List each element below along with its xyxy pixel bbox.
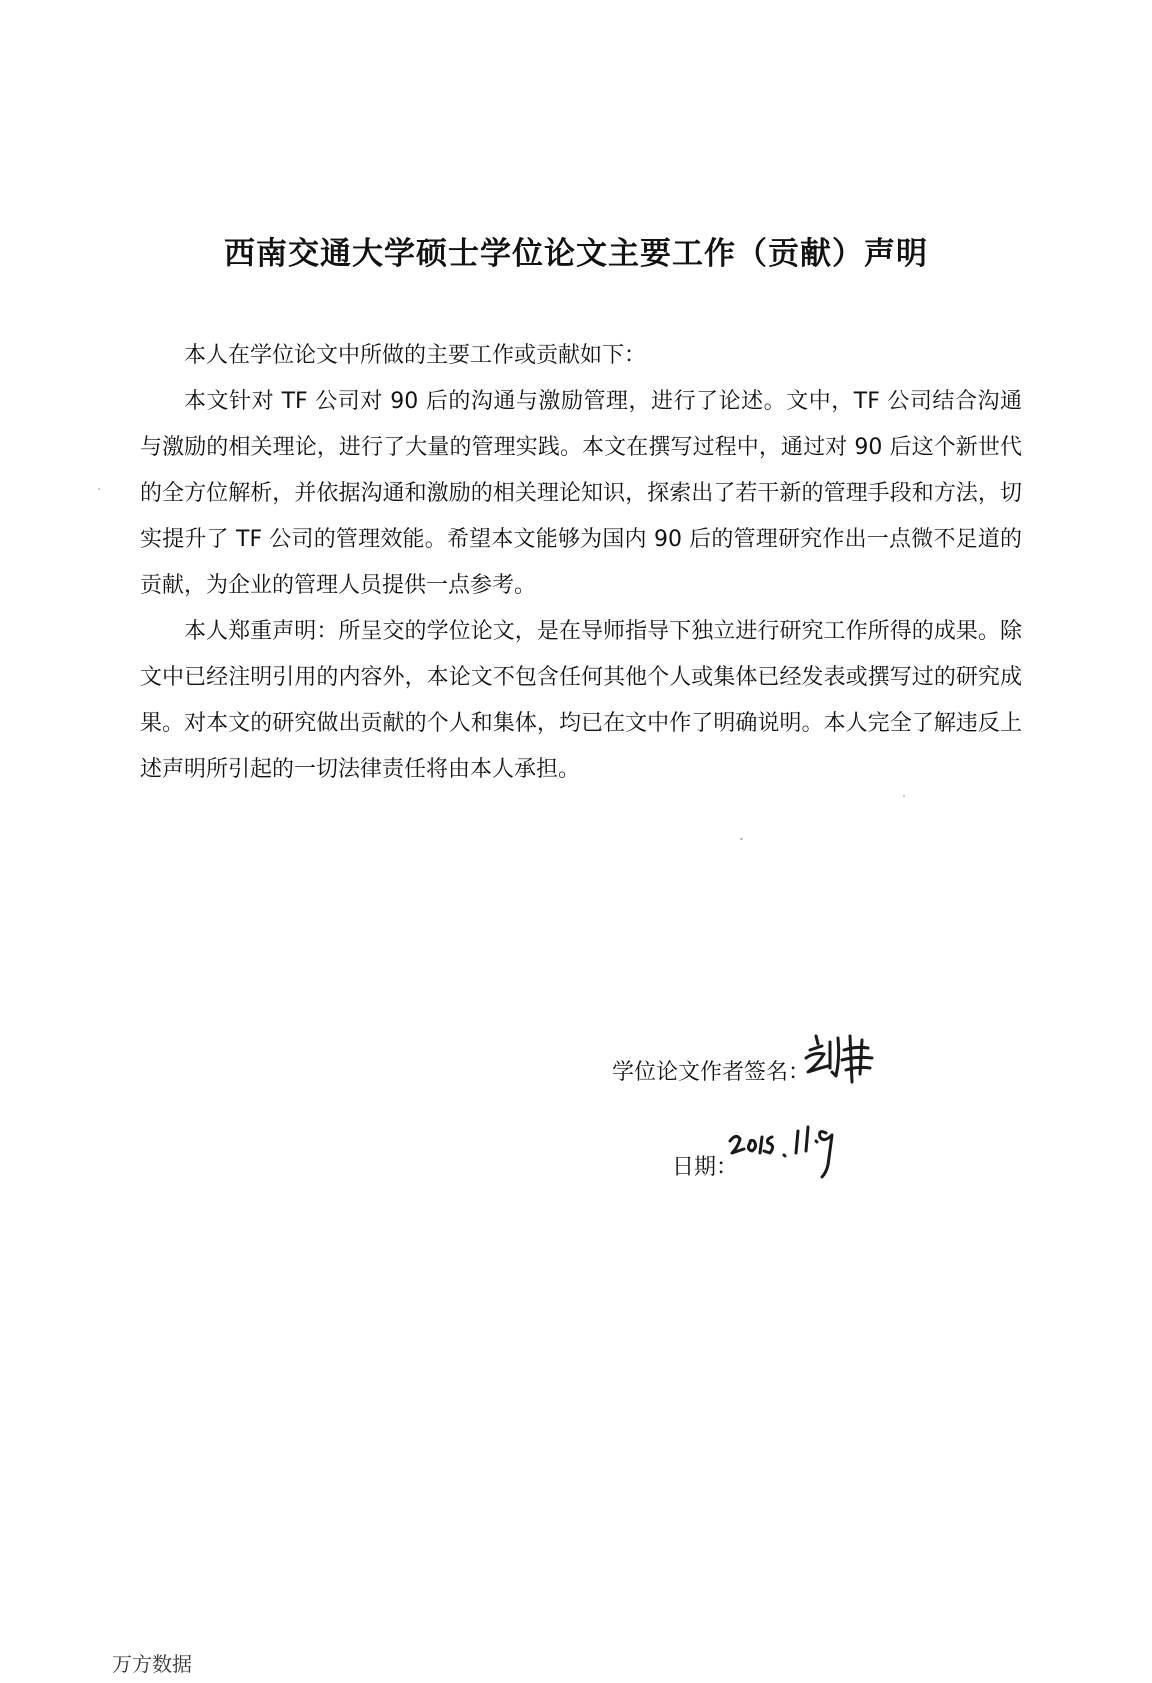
declaration-body: [140, 333, 1022, 793]
paragraph-declaration: 本人郑重声明：所呈交的学位论文，是在导师指导下独立进行研究工作所得的成果。除文中已经注明引用的内容外，本论文不包含任何其他个人或集体已经发表或撰写过的研究成果。对本文的研究做出贡献的个人和集体，均已在文中作了明确说明。本人完全了解违反上述声明所引起的一切法律责任将由本人承担。: [140, 619, 1022, 782]
handwritten-date-image: [728, 1115, 858, 1190]
date-label: 日期：: [672, 1155, 739, 1180]
watermark: 万方数据: [112, 1652, 192, 1676]
signature-label: 学位论文作者签名：: [612, 1060, 811, 1085]
scan-speck: [903, 795, 905, 797]
paragraph-contribution: 本文针对 TF 公司对 90 后的沟通与激励管理，进行了论述。文中，TF 公司结合沟通与激励的相关理论，进行了大量的管理实践。本文在撰写过程中，通过对 90 后这个新世代的全方位解析，并依据沟通和激励的相关理论知识，探索出了若干新的管理手段和方法，切实提升了 TF 公司的管理效能。希望本文能够为国内 90 后的管理研究作出一点微不足道的贡献，为企业的管理人员提供一点参考。: [140, 389, 1022, 598]
handwritten-signature-image: [800, 1028, 890, 1088]
scan-speck: [740, 838, 743, 840]
page-title: 西南交通大学硕士学位论文主要工作（贡献）声明: [224, 236, 928, 272]
scan-speck: [98, 488, 100, 490]
paragraph-intro: 本人在学位论文中所做的主要工作或贡献如下：: [184, 343, 647, 368]
